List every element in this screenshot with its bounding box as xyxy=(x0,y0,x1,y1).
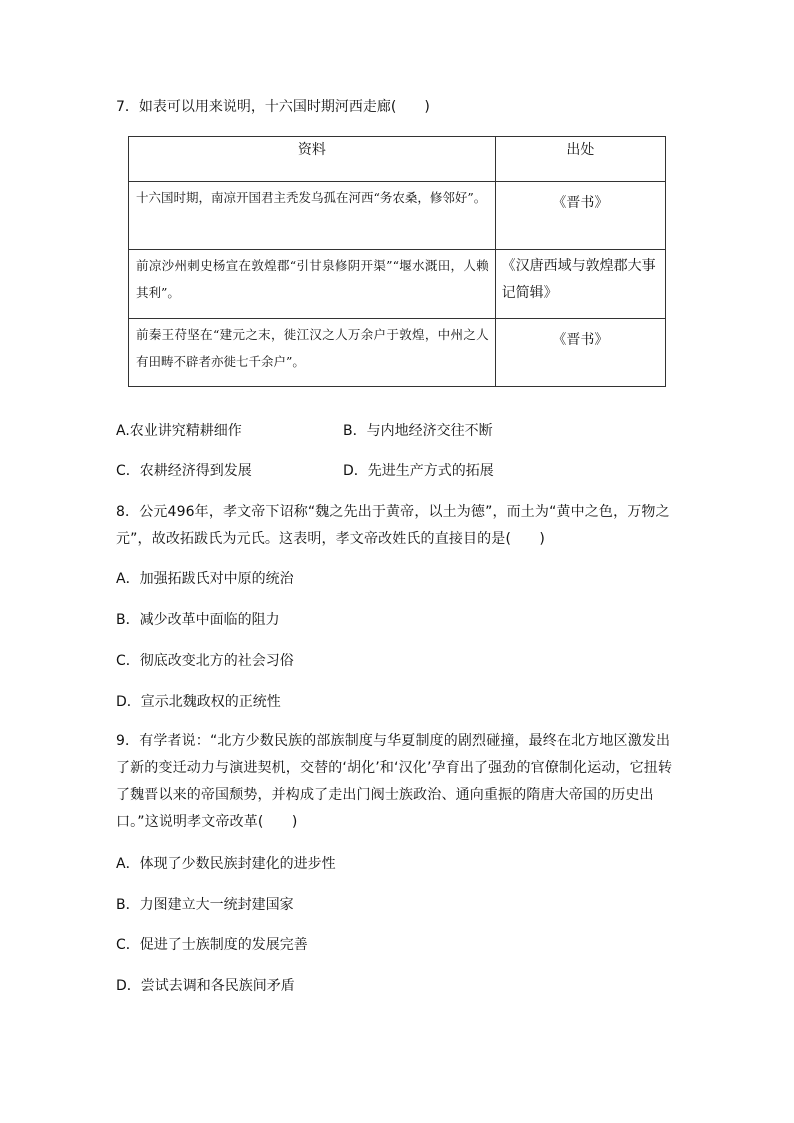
q8-option-c[interactable]: C．彻底改变北方的社会习俗 xyxy=(116,653,294,669)
table-cell-material: 前秦王苻坚在“建元之末，徙江汉之人万余户于敦煌，中州之人有田畴不辟者亦徙七千余户”。 xyxy=(129,319,496,387)
q9-option-b[interactable]: B．力图建立大一统封建国家 xyxy=(116,897,294,913)
q9-option-d[interactable]: D．尝试去调和各民族间矛盾 xyxy=(116,978,295,994)
table-header-material: 资料 xyxy=(129,137,496,182)
table-cell-source: 《汉唐西域与敦煌郡大事记简辑》 xyxy=(495,250,665,319)
table-row xyxy=(129,250,666,319)
table-cell-source: 《晋书》 xyxy=(495,319,665,387)
table-header-source: 出处 xyxy=(495,137,665,182)
q7-option-b[interactable]: B．与内地经济交往不断 xyxy=(343,423,493,439)
q7-option-a[interactable]: A.农业讲究精耕细作 xyxy=(116,423,242,439)
table-cell-source: 《晋书》 xyxy=(495,182,665,250)
question-7-stem: 7．如表可以用来说明，十六国时期河西走廊( ) xyxy=(116,99,430,115)
table-row xyxy=(129,182,666,250)
q7-option-d[interactable]: D．先进生产方式的拓展 xyxy=(343,463,494,479)
question-9-stem: 9．有学者说：“北方少数民族的部族制度与华夏制度的剧烈碰撞，最终在北方地区激发出了新的变迁动力与演进契机，交替的‘胡化’和‘汉化’孕育出了强劲的官僚制化运动，它扭转了魏晋以来的帝国颓势，并构成了走出门阀士族政治、通向重振的隋唐大帝国的历史出口。”这说明孝文帝改革( ) xyxy=(116,733,673,830)
q7-option-c[interactable]: C．农耕经济得到发展 xyxy=(116,463,252,479)
table-cell-material: 十六国时期，南凉开国君主秃发乌孤在河西“务农桑，修邻好”。 xyxy=(129,182,496,250)
q9-option-c[interactable]: C．促进了士族制度的发展完善 xyxy=(116,937,308,953)
q9-option-a[interactable]: A．体现了少数民族封建化的进步性 xyxy=(116,856,336,872)
table-header-row xyxy=(129,137,666,182)
question-8-stem: 8．公元496年，孝文帝下诏称“魏之先出于黄帝，以土为德”，而土为“黄中之色，万物之元”，故改拓跋氏为元氏。这表明，孝文帝改姓氏的直接目的是( ) xyxy=(116,504,670,547)
q8-option-d[interactable]: D．宣示北魏政权的正统性 xyxy=(116,694,281,710)
table-row xyxy=(129,319,666,387)
q8-option-b[interactable]: B．减少改革中面临的阻力 xyxy=(116,612,280,628)
q8-option-a[interactable]: A．加强拓跋氏对中原的统治 xyxy=(116,571,294,587)
table-cell-material: 前凉沙州刺史杨宣在敦煌郡“引甘泉修阴开渠”“堰水溉田，人赖其利”。 xyxy=(129,250,496,319)
source-table xyxy=(128,136,666,387)
